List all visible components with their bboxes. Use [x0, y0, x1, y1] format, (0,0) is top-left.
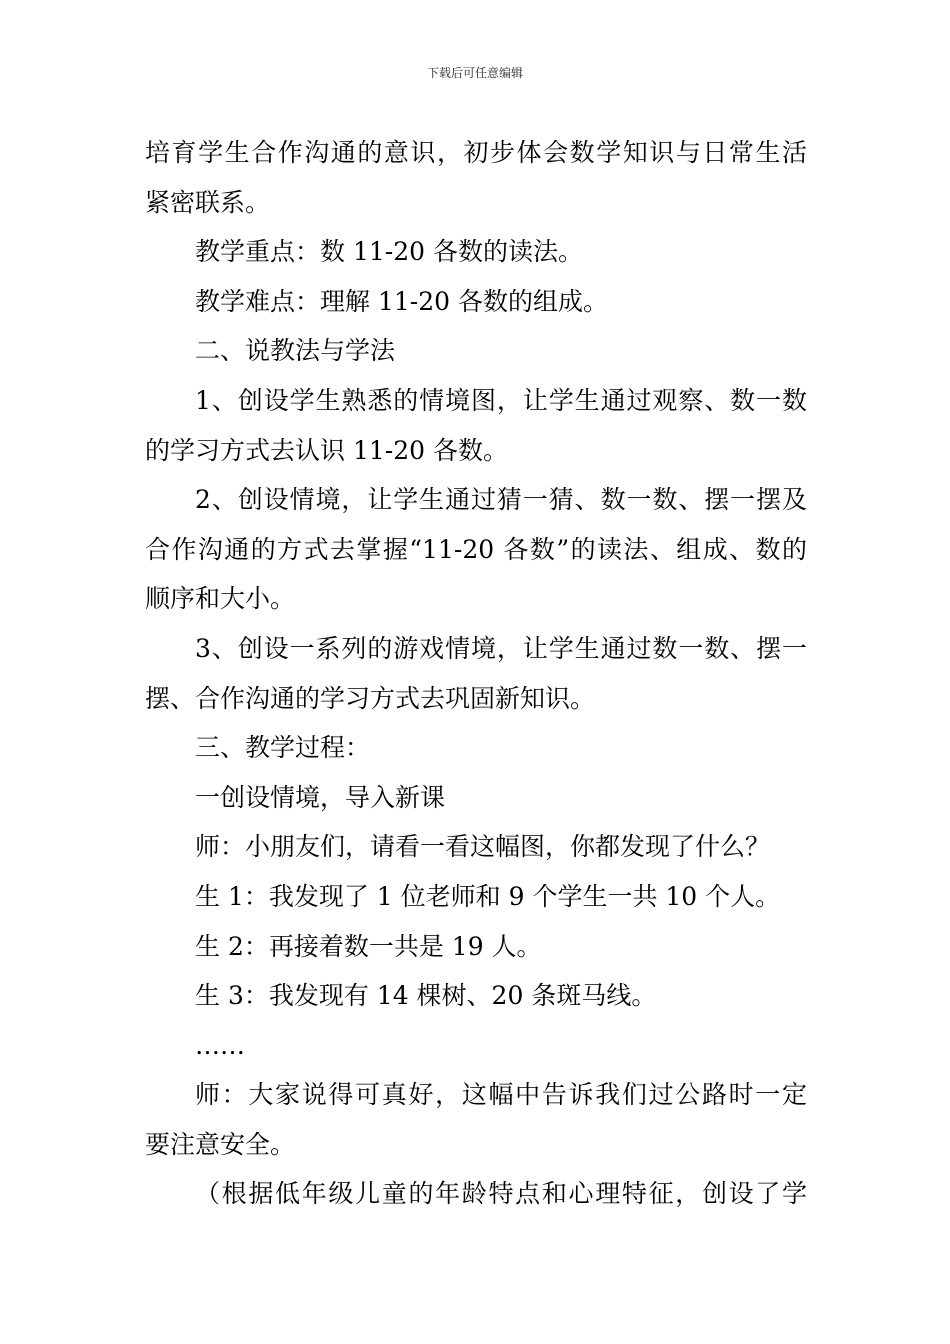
dialogue-line: 师：小朋友们，请看一看这幅图，你都发现了什么？ — [195, 832, 771, 862]
paragraph-line: 紧密联系。 — [145, 187, 271, 217]
paragraph-line: 1、创设学生熟悉的情境图，让学生通过观察、数一数 — [195, 385, 807, 415]
paragraph-line: 培育学生合作沟通的意识，初步体会数学知识与日常生活 — [145, 138, 807, 167]
document-body — [145, 128, 807, 1219]
paragraph-line: 合作沟通的方式去掌握“11-20 各数”的读法、组成、数的 — [145, 534, 807, 564]
dialogue-line: 生 2：再接着数一共是 19 人。 — [195, 931, 542, 961]
ellipsis: …… — [195, 1030, 245, 1060]
dialogue-line: 生 1：我发现了 1 位老师和 9 个学生一共 10 个人。 — [195, 881, 781, 911]
paragraph-line: 摆、合作沟通的学习方式去巩固新知识。 — [145, 683, 596, 713]
dialogue-line: 师：大家说得可真好，这幅中告诉我们过公路时一定 — [195, 1080, 807, 1110]
paragraph-line: （根据低年级儿童的年龄特点和心理特征，创设了学 — [195, 1179, 807, 1209]
subsection-heading: 一创设情境，导入新课 — [195, 782, 446, 812]
section-heading: 二、说教法与学法 — [195, 336, 396, 366]
paragraph-line: 2、创设情境，让学生通过猜一猜、数一数、摆一摆及 — [195, 485, 807, 515]
dialogue-line: 生 3：我发现有 14 棵树、20 条斑马线。 — [195, 981, 657, 1011]
paragraph-line: 要注意安全。 — [145, 1129, 296, 1159]
paragraph-line: 的学习方式去认识 11-20 各数。 — [145, 435, 508, 465]
section-heading: 三、教学过程： — [195, 733, 371, 763]
difficult-point-line: 教学难点：理解 11-20 各数的组成。 — [195, 286, 608, 316]
paragraph-line: 3、创设一系列的游戏情境，让学生通过数一数、摆一 — [195, 633, 807, 663]
paragraph-line: 顺序和大小。 — [145, 584, 296, 614]
page-header: 下载后可任意编辑 — [426, 66, 523, 80]
key-point-line: 教学重点：数 11-20 各数的读法。 — [195, 237, 583, 267]
